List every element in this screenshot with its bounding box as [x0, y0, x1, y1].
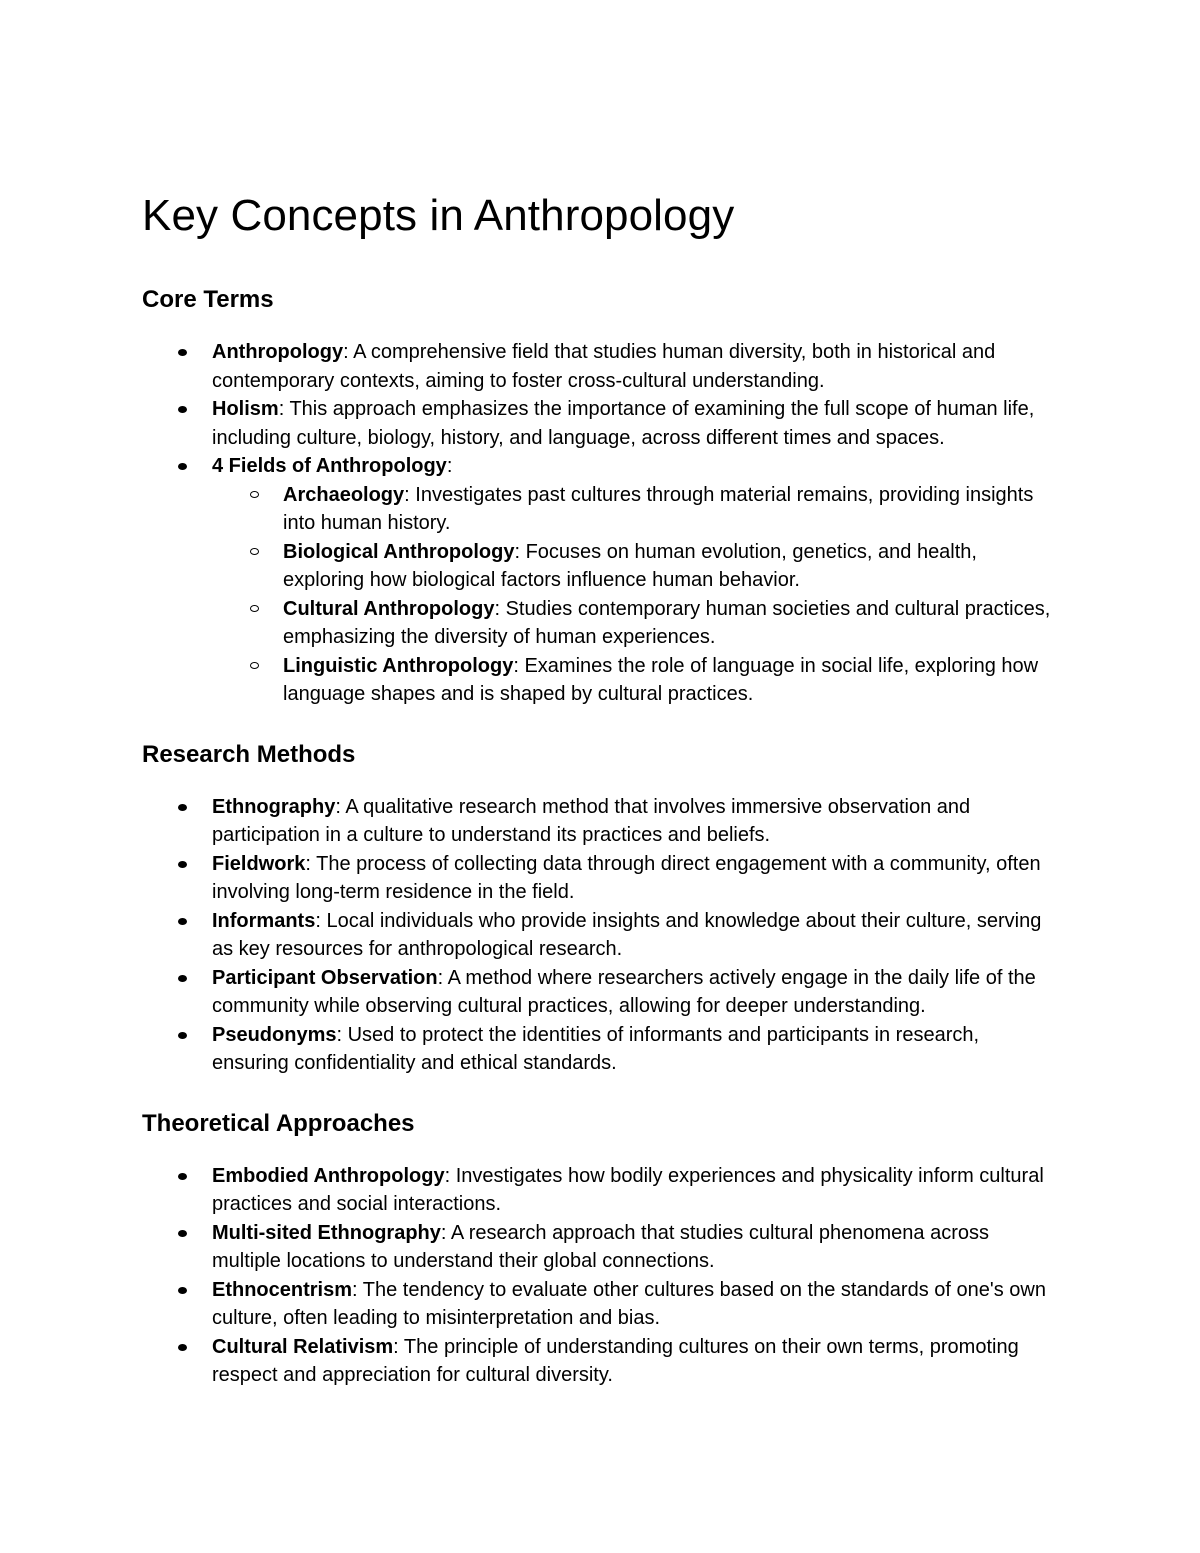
term-definition: : A qualitative research method that involves immersive observation and participation in a culture to understand its practices and beliefs. [212, 795, 971, 846]
term-definition: : A research approach that studies cultural phenomena across multiple locations to understand their global connections. [212, 1221, 989, 1272]
section-theoretical-approaches [142, 1108, 1072, 1390]
four-fields-list [212, 481, 1052, 709]
term-definition: : The principle of understanding cultures on their own terms, promoting respect and appreciation for cultural diversity. [212, 1335, 1019, 1386]
term-label: Biological Anthropology [283, 540, 515, 563]
term-label: Archaeology [283, 483, 405, 506]
section-research-methods [142, 739, 1072, 1078]
term-definition: : The process of collecting data through direct engagement with a community, often involving long-term residence in the field. [212, 852, 1041, 903]
sub-list-item [283, 481, 1052, 538]
term-definition: : A method where researchers actively engage in the daily life of the community while observing cultural practices, allowing for deeper understanding. [212, 966, 1036, 1017]
term-label: Fieldwork [212, 852, 306, 875]
term-label: Multi-sited Ethnography [212, 1221, 441, 1244]
term-definition: : Investigates past cultures through material remains, providing insights into human history. [283, 483, 1034, 534]
list-item [212, 395, 1072, 452]
list-item [212, 850, 1072, 907]
term-label: Cultural Anthropology [283, 597, 495, 620]
list-item [212, 793, 1072, 850]
list-item [212, 1333, 1072, 1390]
list-item [212, 338, 1072, 395]
term-label: Holism [212, 398, 279, 420]
term-definition: : This approach emphasizes the importance of examining the full scope of human life, including culture, biology, history, and language, across different times and spaces. [212, 398, 1035, 449]
list-item [212, 1276, 1072, 1333]
section-heading-core-terms: Core Terms [142, 286, 274, 313]
term-definition: : Focuses on human evolution, genetics, and health, exploring how biological factors influence human behavior. [283, 540, 977, 591]
term-label: Ethnography [212, 795, 336, 818]
section-heading-theoretical-approaches: Theoretical Approaches [142, 1109, 415, 1137]
document-content [142, 188, 1072, 1420]
term-label: Informants [212, 909, 316, 932]
term-definition: : A comprehensive field that studies human diversity, both in historical and contemporary contexts, aiming to foster cross-cultural understanding. [212, 341, 996, 392]
term-label: Embodied Anthropology [212, 1164, 445, 1187]
term-definition: : The tendency to evaluate other cultures based on the standards of one's own culture, often leading to misinterpretation and bias. [212, 1278, 1046, 1329]
term-label: Participant Observation [212, 966, 438, 989]
term-definition: : Used to protect the identities of informants and participants in research, ensuring confidentiality and ethical standards. [212, 1023, 980, 1074]
list-item [212, 1162, 1072, 1219]
page-title: Key Concepts in Anthropology [142, 191, 735, 240]
term-label: Anthropology [212, 341, 344, 363]
sub-list-item [283, 595, 1052, 652]
term-label: Cultural Relativism [212, 1335, 394, 1358]
term-label: Pseudonyms [212, 1023, 337, 1046]
sub-list-item [283, 538, 1052, 595]
term-definition: : [446, 455, 453, 477]
term-definition: : Investigates how bodily experiences and physicality inform cultural practices and social interactions. [212, 1164, 1044, 1215]
research-methods-list [142, 793, 1072, 1078]
section-core-terms [142, 284, 1072, 709]
term-definition: : Examines the role of language in social life, exploring how language shapes and is shaped by cultural practices. [283, 654, 1039, 705]
core-terms-list [142, 338, 1072, 709]
term-label: Ethnocentrism [212, 1278, 353, 1301]
term-label: 4 Fields of Anthropology [212, 455, 447, 477]
list-item [212, 1021, 1072, 1078]
term-label: Linguistic Anthropology [283, 654, 514, 677]
section-heading-research-methods: Research Methods [142, 740, 356, 768]
list-item [212, 964, 1072, 1021]
list-item [212, 1219, 1072, 1276]
theoretical-approaches-list [142, 1162, 1072, 1390]
list-item [212, 907, 1072, 964]
list-item [212, 452, 1072, 709]
term-definition: : Studies contemporary human societies and cultural practices, emphasizing the diversity of human experiences. [283, 597, 1051, 648]
sub-list-item [283, 652, 1052, 709]
term-definition: : Local individuals who provide insights and knowledge about their culture, serving as key resources for anthropological research. [212, 909, 1042, 960]
